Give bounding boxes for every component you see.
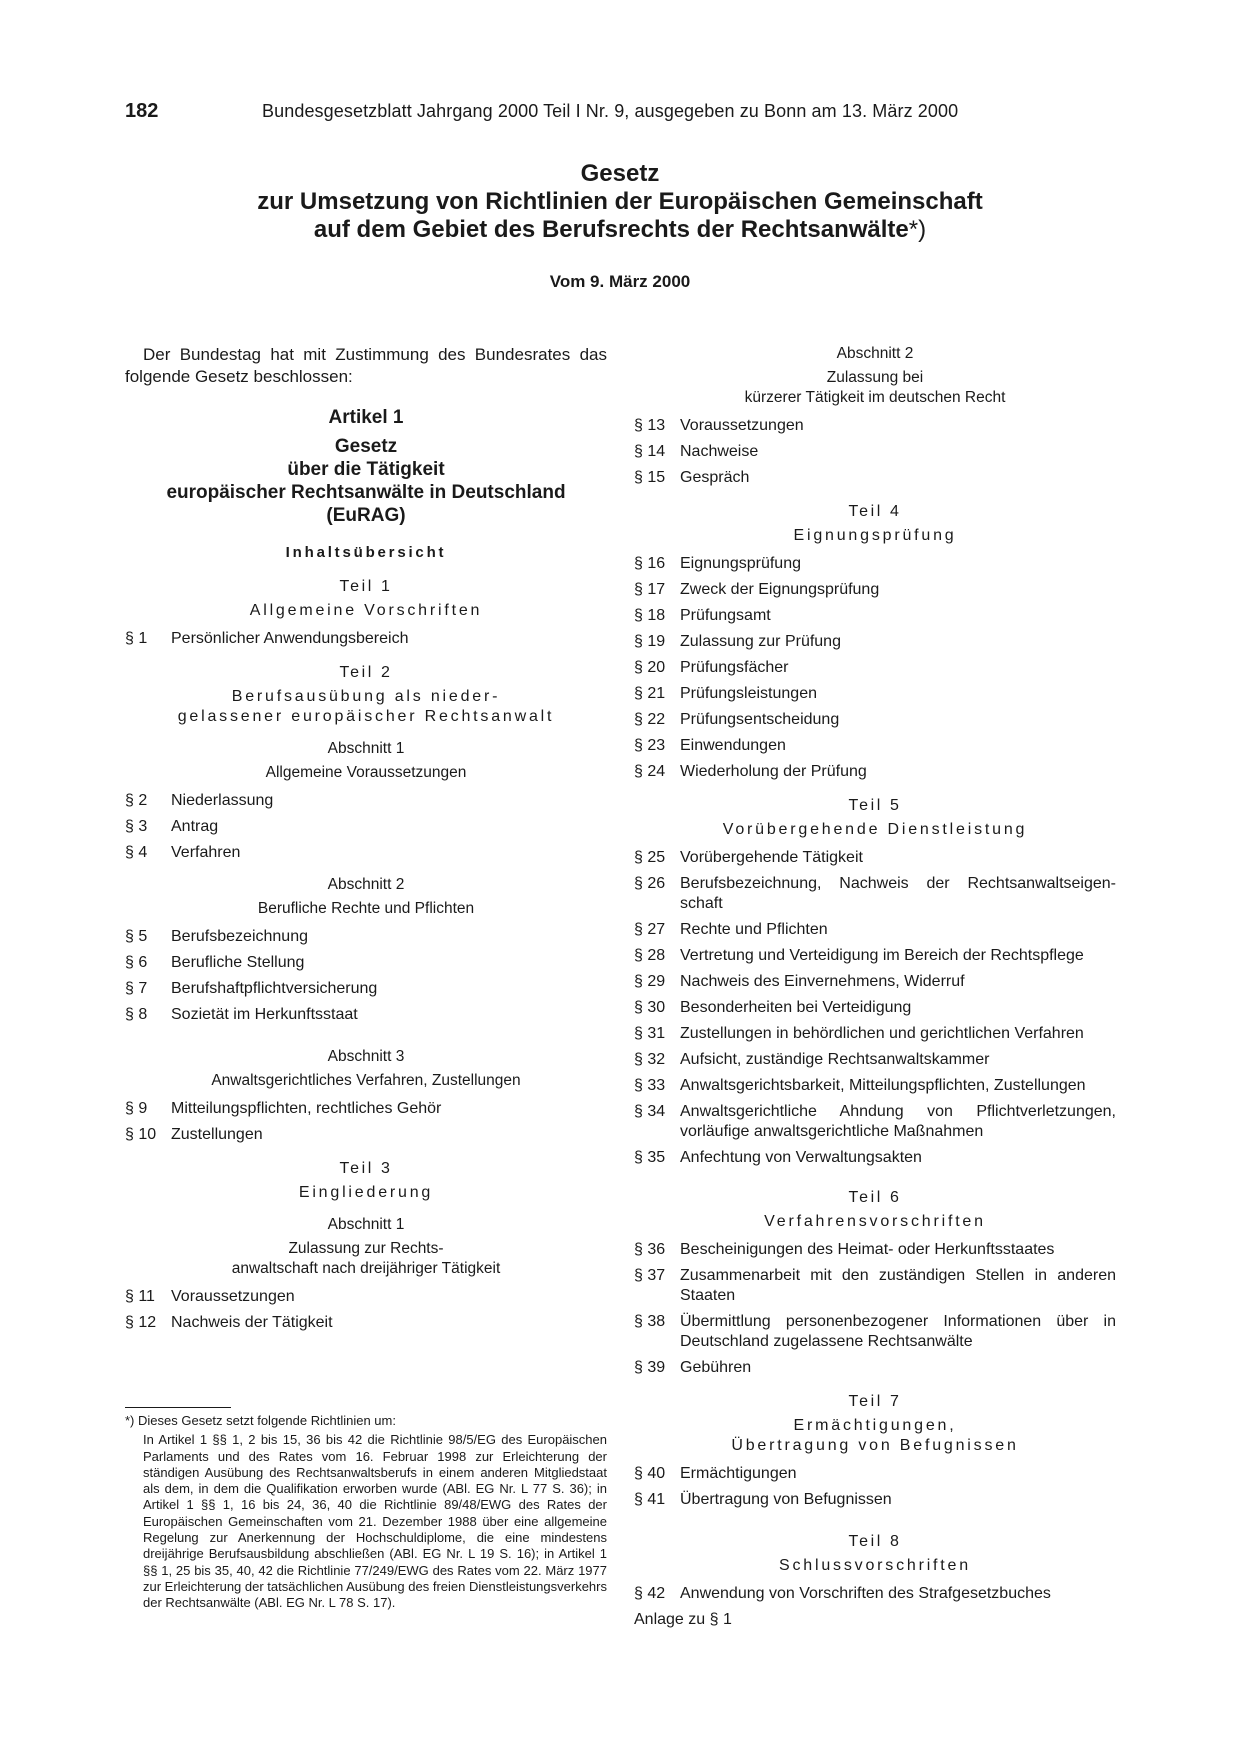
toc-entry (125, 953, 607, 973)
section-title: Berufshaftpflichtversicherung (171, 980, 378, 997)
article-sub-2: über die Tätigkeit (287, 459, 445, 480)
toc-entry (125, 1099, 607, 1119)
toc-entry (634, 946, 1116, 966)
section-title: Anwaltsgerichtsbarkeit, Mitteilungspflichten, Zustellungen (680, 1077, 1086, 1094)
toc-entry (634, 762, 1116, 782)
part-label: Teil 2 (339, 664, 393, 681)
section-title: Prüfungsleistungen (680, 685, 817, 702)
toc-entry (634, 920, 1116, 940)
toc-entry (125, 843, 607, 863)
toc-entry (634, 1102, 1116, 1142)
section-number: § 13 (634, 417, 666, 434)
section-title: Zweck der Eignungsprüfung (680, 581, 880, 598)
part-title (125, 687, 607, 727)
part-title-line: Ermächtigungen, (793, 1417, 957, 1434)
section-group-label: Abschnitt 2 (327, 876, 405, 893)
section-number: § 21 (634, 685, 666, 702)
section-group-title-line: Zulassung zur Rechts- (288, 1240, 444, 1257)
section-title: Vorübergehende Tätigkeit (680, 849, 863, 866)
section-group-label: Abschnitt 1 (327, 740, 405, 757)
section-number: § 5 (125, 928, 148, 945)
section-title: Bescheinigungen des Heimat- oder Herkunftsstaates (680, 1241, 1055, 1258)
toc-entry (634, 1266, 1116, 1306)
section-title: Zusammenarbeit mit den zuständigen Stellen in anderen Staaten (680, 1267, 1116, 1304)
section-number: § 31 (634, 1025, 666, 1042)
section-number: § 11 (125, 1288, 155, 1305)
section-number: § 8 (125, 1006, 148, 1023)
toc-entry (634, 1050, 1116, 1070)
section-number: § 12 (125, 1314, 157, 1331)
section-title: Voraussetzungen (680, 417, 804, 434)
law-title (140, 160, 1100, 244)
article-sub-1: Gesetz (334, 436, 398, 457)
section-title: Prüfungsamt (680, 607, 771, 624)
section-title: Ermächtigungen (680, 1465, 797, 1482)
section-number: § 32 (634, 1051, 666, 1068)
section-title: Persönlicher Anwendungsbereich (171, 630, 409, 647)
section-title: Eignungsprüfung (680, 555, 801, 572)
toc-entry (634, 848, 1116, 868)
section-group-label: Abschnitt 1 (327, 1216, 405, 1233)
section-group-title-line: kürzerer Tätigkeit im deutschen Recht (744, 389, 1006, 406)
toc-entry (634, 736, 1116, 756)
toc-entry (634, 1464, 1116, 1484)
footnote-body: In Artikel 1 §§ 1, 2 bis 15, 36 bis 42 die Richtlinie 98/5/EG des Europäischen Parlaments und des Rates vom 16. Februar 1998 zur Erleichterung der ständigen Ausübung des Rechtsanwaltsberufs in einem anderen Mitgliedstaat als dem, in dem die Qualifikation erworben wurde (ABl. EG Nr. L 77 S. 36); in Artikel 1 §§ 1, 16 bis 24, 36, 40 die Richtlinie 89/48/EWG des Rates der Europäischen Gemeinschaften vom 21. Dezember 1988 über eine allgemeine Regelung zur Anerkennung der Hochschuldiplome, die eine mindestens dreijährige Berufsausbildung abschließen (ABl. EG Nr. L 19 S. 16); in Artikel 1 §§ 1, 25 bis 35, 40, 42 die Richtlinie 77/249/EWG des Rates vom 22. März 1977 zur Erleichterung der tatsächlichen Ausübung des freien Dienstleistungsverkehrs der Rechtsanwälte (ABl. EG Nr. L 78 S. 17). (143, 1432, 607, 1611)
toc-entry (634, 580, 1116, 600)
intro-paragraph: Der Bundestag hat mit Zustimmung des Bundesrates das folgende Gesetz beschlossen: (125, 345, 607, 386)
section-title: Verfahren (171, 844, 241, 861)
section-group-title-line: Zulassung bei (826, 369, 924, 386)
article-subtitle (125, 435, 607, 527)
section-title: Nachweis der Tätigkeit (171, 1314, 333, 1331)
section-title: Anwaltsgerichtliche Ahndung von Pflichtverletzungen, vorläufige anwaltsgerichtliche Maßnahmen (680, 1103, 1116, 1140)
section-group-title (634, 368, 1116, 408)
article-sub-4: (EuRAG) (326, 505, 406, 526)
part-title: Allgemeine Vorschriften (249, 602, 483, 619)
section-title: Besonderheiten bei Verteidigung (680, 999, 912, 1016)
toc-entry (634, 1024, 1116, 1044)
section-number: § 19 (634, 633, 666, 650)
part-title (634, 1416, 1116, 1456)
section-number: § 10 (125, 1126, 157, 1143)
toc-entry (634, 1358, 1116, 1378)
section-title: Zulassung zur Prüfung (680, 633, 841, 650)
section-number: § 20 (634, 659, 666, 676)
toc-heading: Inhaltsübersicht (285, 544, 447, 561)
toc-entry (634, 632, 1116, 652)
section-title: Gebühren (680, 1359, 752, 1376)
section-group-title (125, 1239, 607, 1279)
footnote-mark: *) (908, 216, 927, 243)
toc-entry (634, 442, 1116, 462)
toc-entry (634, 1490, 1116, 1510)
section-number: § 17 (634, 581, 666, 598)
toc-entry (125, 629, 607, 649)
part-title: Eignungsprüfung (793, 527, 957, 544)
title-line-1: Gesetz (580, 160, 660, 187)
toc-entry (634, 1076, 1116, 1096)
section-number: § 15 (634, 469, 666, 486)
section-number: § 14 (634, 443, 666, 460)
toc-entry (125, 791, 607, 811)
section-number: § 38 (634, 1313, 666, 1330)
section-number: § 35 (634, 1149, 666, 1166)
toc-entry (634, 1312, 1116, 1352)
toc-entry (125, 1125, 607, 1145)
section-title: Berufliche Stellung (171, 954, 305, 971)
right-column (634, 344, 1116, 1630)
section-number: § 4 (125, 844, 148, 861)
section-title: Wiederholung der Prüfung (680, 763, 867, 780)
toc-entry (634, 416, 1116, 436)
section-title: Übertragung von Befugnissen (680, 1491, 892, 1508)
toc-entry (634, 468, 1116, 488)
section-number: § 42 (634, 1585, 666, 1602)
part-label: Teil 6 (848, 1189, 902, 1206)
toc-entry (125, 1313, 607, 1333)
section-title: Aufsicht, zuständige Rechtsanwaltskammer (680, 1051, 990, 1068)
toc-entry (125, 817, 607, 837)
section-number: § 9 (125, 1100, 148, 1117)
toc-entry (634, 710, 1116, 730)
left-column (125, 344, 607, 1339)
toc-entry (125, 1287, 607, 1307)
section-title: Mitteilungspflichten, rechtliches Gehör (171, 1100, 442, 1117)
section-group-label: Abschnitt 2 (836, 345, 914, 362)
section-number: § 28 (634, 947, 666, 964)
section-title: Berufsbezeichnung (171, 928, 308, 945)
part-title: Verfahrensvorschriften (764, 1213, 986, 1230)
law-date: Vom 9. März 2000 (549, 272, 691, 291)
section-title: Anwendung von Vorschriften des Strafgesetzbuches (680, 1585, 1051, 1602)
part-label: Teil 5 (848, 797, 902, 814)
section-number: § 30 (634, 999, 666, 1016)
toc-entry (634, 1584, 1116, 1604)
section-title: Niederlassung (171, 792, 274, 809)
section-title: Anfechtung von Verwaltungsakten (680, 1149, 922, 1166)
section-number: § 26 (634, 875, 666, 892)
section-title: Nachweise (680, 443, 759, 460)
section-number: § 3 (125, 818, 148, 835)
section-number: § 33 (634, 1077, 666, 1094)
article-sub-3: europäischer Rechtsanwälte in Deutschland (166, 482, 566, 503)
section-title: Prüfungsentscheidung (680, 711, 840, 728)
footnote-head: *) Dieses Gesetz setzt folgende Richtlinien um: (125, 1413, 396, 1428)
section-number: § 24 (634, 763, 666, 780)
section-title: Gespräch (680, 469, 750, 486)
toc-entry (125, 1005, 607, 1025)
section-group-title: Allgemeine Voraussetzungen (265, 764, 467, 781)
section-number: § 41 (634, 1491, 666, 1508)
toc-entry (634, 606, 1116, 626)
section-number: § 37 (634, 1267, 666, 1284)
toc-entry (634, 658, 1116, 678)
section-number: § 36 (634, 1241, 666, 1258)
toc-entry (634, 684, 1116, 704)
section-title: Zustellungen in behördlichen und gerichtlichen Verfahren (680, 1025, 1084, 1042)
section-group-title: Berufliche Rechte und Pflichten (257, 900, 475, 917)
section-title: Übermittlung personenbezogener Informationen über in Deutschland zugelassene Rechtsanwälte (680, 1313, 1116, 1350)
toc-entry (634, 1148, 1116, 1168)
footnote (125, 1413, 607, 1612)
section-number: § 25 (634, 849, 666, 866)
part-title: Eingliederung (298, 1184, 434, 1201)
title-line-3 (140, 216, 1100, 244)
toc-entry (634, 874, 1116, 914)
section-title: Einwendungen (680, 737, 786, 754)
section-number: § 7 (125, 980, 148, 997)
section-title: Nachweis des Einvernehmens, Widerruf (680, 973, 965, 990)
section-number: § 16 (634, 555, 666, 572)
part-label: Teil 3 (339, 1160, 393, 1177)
toc-entry (634, 554, 1116, 574)
part-title: Schlussvorschriften (779, 1557, 971, 1574)
part-title-line: Übertragung von Befugnissen (731, 1437, 1019, 1454)
section-number: § 39 (634, 1359, 666, 1376)
part-title: Vorübergehende Dienstleistung (722, 821, 1028, 838)
section-title: Voraussetzungen (171, 1288, 295, 1305)
section-number: § 27 (634, 921, 666, 938)
section-title: Prüfungsfächer (680, 659, 789, 676)
section-number: § 23 (634, 737, 666, 754)
toc-entry (634, 998, 1116, 1018)
section-title: Vertretung und Verteidigung im Bereich der Rechtspflege (680, 947, 1084, 964)
section-group-title: Anwaltsgerichtliches Verfahren, Zustellungen (211, 1072, 521, 1089)
title-line-3-text: auf dem Gebiet des Berufsrechts der Rechtsanwälte (313, 216, 909, 243)
section-number: § 34 (634, 1103, 666, 1120)
section-number: § 1 (125, 630, 148, 647)
section-number: § 6 (125, 954, 148, 971)
footnote-rule (125, 1407, 231, 1408)
toc-entry (634, 1240, 1116, 1260)
article-heading: Artikel 1 (328, 407, 404, 428)
page-number: 182 (125, 100, 159, 122)
section-title: Zustellungen (171, 1126, 263, 1143)
section-number: § 40 (634, 1465, 666, 1482)
section-group-label: Abschnitt 3 (327, 1048, 405, 1065)
toc-entry (125, 979, 607, 999)
section-title: Berufsbezeichnung, Nachweis der Rechtsanwaltseigen-schaft (680, 875, 1116, 912)
part-title-line: Berufsausübung als nieder- (231, 688, 501, 705)
part-label: Teil 7 (848, 1393, 902, 1410)
part-title-line: gelassener europäischer Rechtsanwalt (177, 708, 555, 725)
section-title: Antrag (171, 818, 219, 835)
part-label: Teil 1 (339, 578, 393, 595)
part-label: Teil 4 (848, 503, 902, 520)
toc-entry (634, 972, 1116, 992)
section-number: § 22 (634, 711, 666, 728)
annex-line: Anlage zu § 1 (634, 1611, 732, 1628)
section-title: Rechte und Pflichten (680, 921, 828, 938)
title-line-2: zur Umsetzung von Richtlinien der Europäischen Gemeinschaft (257, 188, 983, 215)
section-number: § 18 (634, 607, 666, 624)
section-number: § 29 (634, 973, 666, 990)
section-title: Sozietät im Herkunftsstaat (171, 1006, 358, 1023)
section-group-title-line: anwaltschaft nach dreijähriger Tätigkeit (231, 1260, 501, 1277)
section-number: § 2 (125, 792, 148, 809)
toc-entry (125, 927, 607, 947)
part-label: Teil 8 (848, 1533, 902, 1550)
running-head: Bundesgesetzblatt Jahrgang 2000 Teil I Nr. 9, ausgegeben zu Bonn am 13. März 2000 (262, 101, 959, 121)
